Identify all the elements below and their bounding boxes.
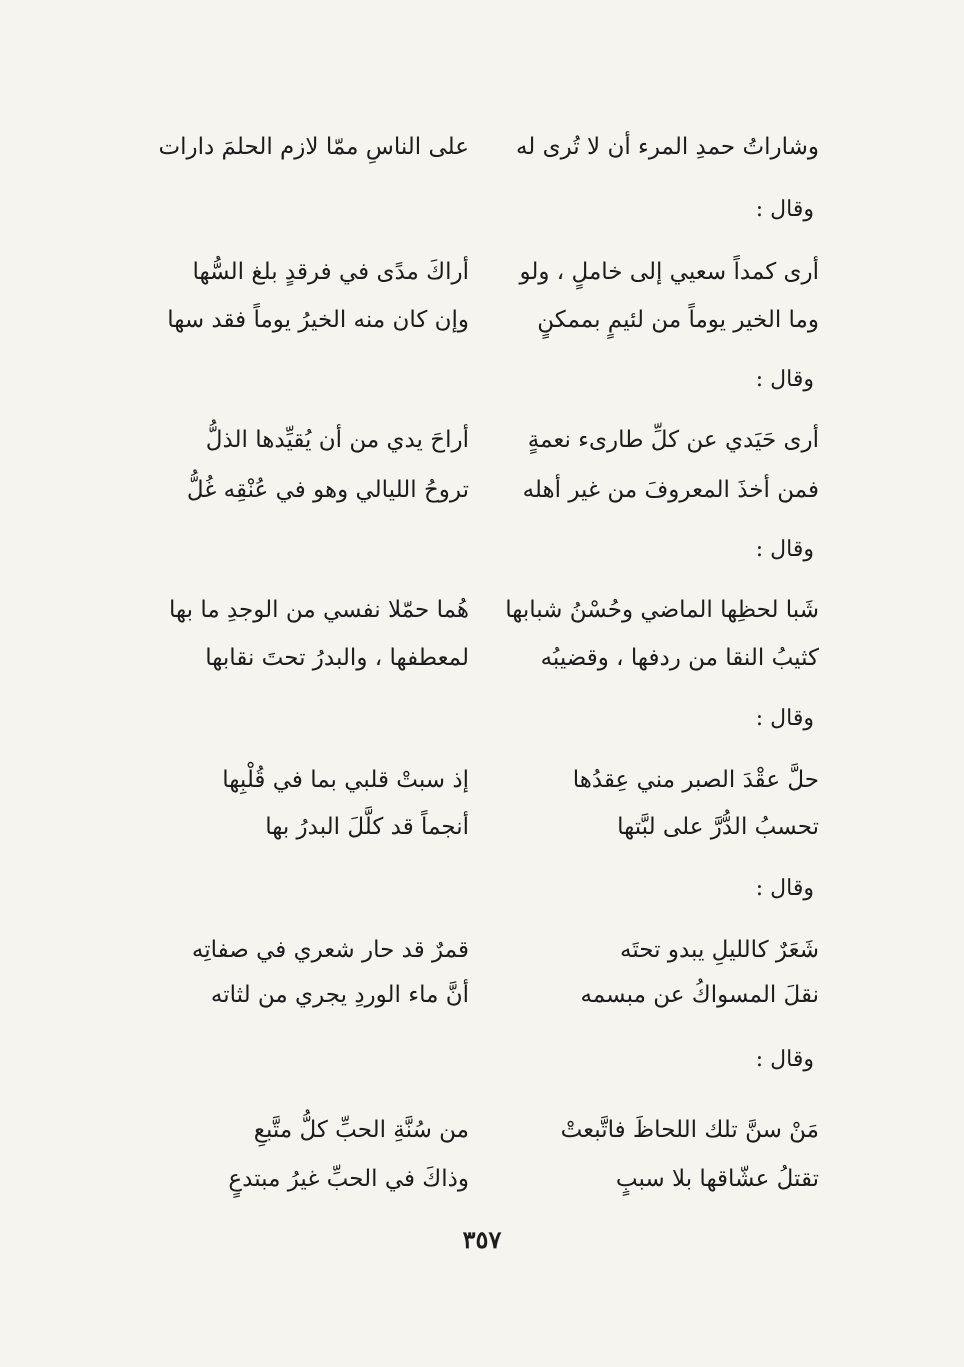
intro-label: وقال : xyxy=(755,706,814,731)
intro-label: وقال : xyxy=(755,197,814,222)
verse-8-left: إذ سبتْ قلبي بما في قُلْبِها xyxy=(222,767,469,793)
verse-12-left: من سُنَّةِ الحبِّ كلُّ متَّبعِ xyxy=(253,1117,469,1143)
verse-13-left: وذاكَ في الحبِّ غيرُ مبتدعٍ xyxy=(228,1166,469,1192)
verse-3-right: وما الخير يوماً من لئيمٍ بممكنٍ xyxy=(537,307,819,333)
verse-3-left: وإن كان منه الخيرُ يوماً فقد سها xyxy=(167,307,469,333)
verse-7-right: كثيبُ النقا من ردفها ، وقضيبُه xyxy=(540,645,819,671)
verse-4-right: أرى حَيَدي عن كلِّ طارىء نعمةٍ xyxy=(527,427,819,453)
verse-6-left: هُما حمّلا نفسي من الوجدِ ما بها xyxy=(169,597,469,623)
verse-5-right: فمن أخذَ المعروفَ من غير أهله xyxy=(522,477,819,503)
verse-6-right: شَبا لحظِها الماضي وحُسْنُ شبابها xyxy=(505,597,819,623)
verse-10-left: قمرٌ قد حار شعري في صفاتِه xyxy=(191,937,469,963)
intro-label: وقال : xyxy=(755,537,814,562)
verse-11-left: أنَّ ماء الوردِ يجري من لثاته xyxy=(210,982,469,1008)
page-number: ٣٥٧ xyxy=(462,1225,502,1254)
verse-2-right: أرى كمداً سعيي إلى خاملٍ ، ولو xyxy=(519,259,819,285)
verse-1-left: على الناسِ ممّا لازم الحلمَ دارات xyxy=(158,134,469,160)
verse-5-left: تروحُ الليالي وهو في عُنْقِه غُلُّ xyxy=(186,477,469,503)
verse-12-right: مَنْ سنَّ تلك اللحاظَ فاتَّبعتْ xyxy=(560,1117,819,1143)
intro-label: وقال : xyxy=(755,876,814,901)
verse-1-right: وشاراتُ حمدِ المرء أن لا تُرى له xyxy=(515,134,819,160)
intro-label: وقال : xyxy=(755,1047,814,1072)
verse-7-left: لمعطفها ، والبدرُ تحتَ نقابها xyxy=(205,645,469,671)
verse-8-right: حلَّ عقْدَ الصبر مني عِقدُها xyxy=(572,767,819,793)
verse-10-right: شَعَرٌ كالليلِ يبدو تحتَه xyxy=(620,937,819,963)
verse-9-left: أنجماً قد كلَّلَ البدرُ بها xyxy=(265,814,469,840)
verse-2-left: أراكَ مدًى في فرقدٍ بلغ السُّها xyxy=(192,259,469,285)
verse-13-right: تقتلُ عشّاقها بلا سببٍ xyxy=(615,1166,819,1192)
verse-11-right: نقلَ المسواكُ عن مبسمه xyxy=(580,982,819,1008)
verse-9-right: تحسبُ الدُّرَّ على لبَّتها xyxy=(617,814,819,840)
intro-label: وقال : xyxy=(755,367,814,392)
verse-4-left: أراحَ يدي من أن يُقيِّدها الذلُّ xyxy=(205,427,469,453)
